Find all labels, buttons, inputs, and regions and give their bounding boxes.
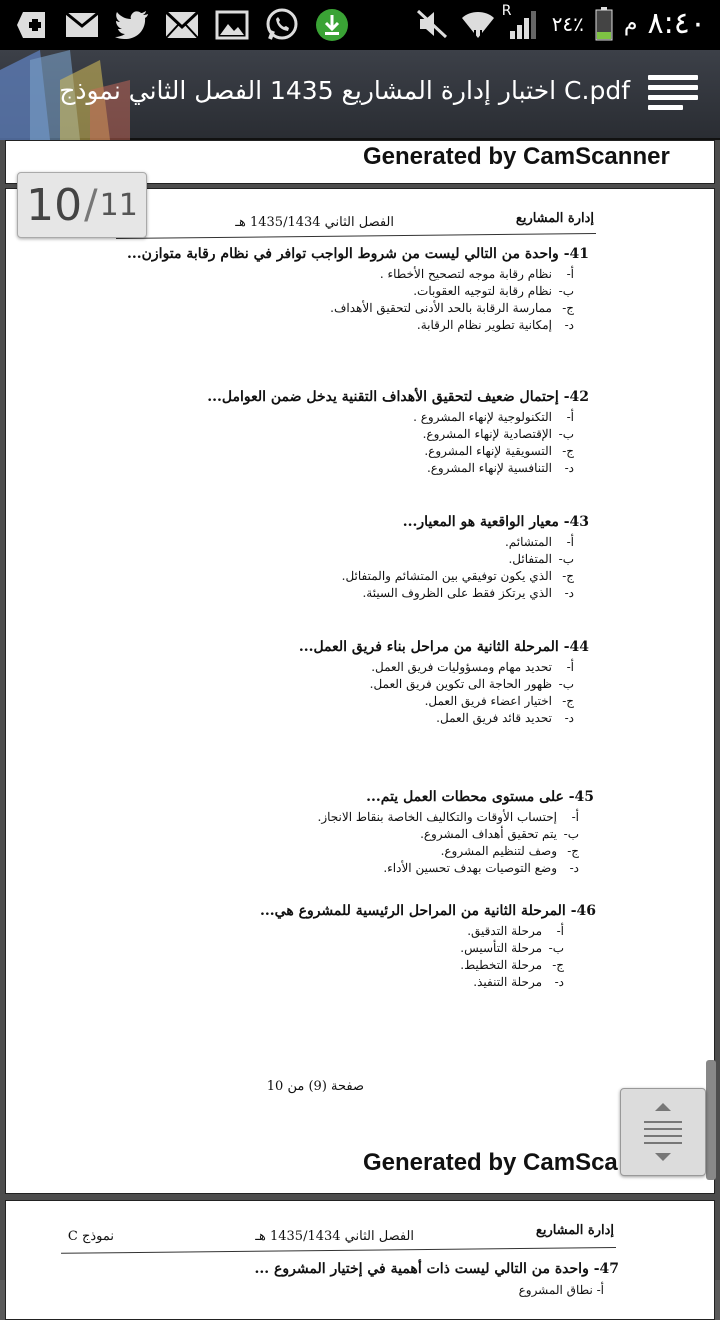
page-indicator (17, 172, 147, 238)
mute-icon (414, 7, 450, 41)
answer-option[interactable]: ج-اختيار اعضاء فريق العمل. (424, 694, 574, 708)
answer-option[interactable]: ب-يتم تحقيق أهداف المشروع. (420, 827, 579, 841)
answer-option[interactable]: ج-وصف لتنظيم المشروع. (440, 844, 579, 858)
answer-option[interactable]: ب-نظام رقابة لتوجيه العقوبات. (413, 284, 574, 298)
wifi-icon (460, 7, 496, 41)
scrollbar-thumb[interactable] (706, 1060, 716, 1180)
header-subject: إدارة المشاريع (515, 211, 594, 226)
gallery-icon (214, 8, 250, 42)
download-icon (314, 8, 350, 42)
current-page (5, 188, 715, 1194)
message-icon (164, 8, 200, 42)
answer-option[interactable]: ج-مرحلة التخطيط. (460, 958, 564, 972)
roaming-label: R (501, 2, 512, 19)
plus-badge-icon (14, 8, 50, 42)
answer-option[interactable]: د-إمكانية تطوير نظام الرقابة. (416, 318, 574, 332)
answer-option[interactable]: ب-الإقتصادية لإنهاء المشروع. (422, 427, 574, 441)
question-title: 47- واحدة من التالي ليست ذات أهمية في إختيار المشروع ... (254, 1261, 619, 1277)
page-number-footer: صفحة (9) من 10 (266, 1079, 364, 1094)
question-title: 42- إحتمال ضعيف لتحقيق الأهداف التقنية يدخل ضمن العوامل... (207, 389, 589, 405)
scroll-handle-icon (638, 1097, 688, 1167)
menu-button[interactable] (648, 70, 698, 120)
page-separator: / (84, 182, 98, 228)
camscanner-footer: Generated by CamScanner (363, 143, 670, 170)
header-model: نموذج C (67, 1229, 114, 1244)
question-title: 46- المرحلة الثانية من المراحل الرئيسية للمشروع هي... (260, 903, 596, 919)
system-status (414, 2, 706, 41)
answer-option[interactable]: أ-مرحلة التدقيق. (467, 924, 564, 938)
header-divider (61, 1247, 616, 1254)
ampm-label: م (623, 11, 638, 36)
battery-percent: ٢٤٪ (551, 11, 584, 36)
answer-option[interactable]: د-مرحلة التنفيذ. (473, 975, 564, 989)
answer-option[interactable]: ج-ممارسة الرقابة بالحد الأدنى لتحقيق الأهداف. (330, 301, 574, 315)
answer-option[interactable]: أ-نظام رقابة موجه لتصحيح الأخطاء . (379, 267, 574, 281)
pdf-viewer[interactable] (0, 140, 720, 1297)
answer-option[interactable]: أ-المتشائم. (504, 535, 574, 549)
answer-option[interactable]: أ-إحتساب الأوقات والتكاليف الخاصة بنقاط الانجاز. (317, 810, 579, 824)
total-pages: 11 (99, 187, 138, 223)
answer-option[interactable]: د-وضع التوصيات بهدف تحسين الأداء. (383, 861, 579, 875)
camscanner-footer: Generated by CamSca (363, 1149, 618, 1176)
status-bar (0, 0, 720, 50)
header-divider (116, 233, 596, 239)
answer-option[interactable]: د-التنافسية لإنهاء المشروع. (426, 461, 574, 475)
answer-option[interactable]: أ- نطاق المشروع (518, 1283, 604, 1297)
header-term: الفصل الثاني 1435/1434 هـ (235, 215, 394, 230)
signal-icon (501, 2, 542, 41)
answer-option[interactable]: أ-تحديد مهام ومسؤوليات فريق العمل. (371, 660, 574, 674)
answer-option[interactable]: د-الذي يرتكز فقط على الظروف السيئة. (362, 586, 574, 600)
answer-option[interactable]: ج-الذي يكون توفيقي بين المتشائم والمتفائل. (341, 569, 574, 583)
notification-icons (14, 8, 350, 42)
twitter-icon (114, 8, 150, 42)
battery-icon (594, 7, 614, 41)
next-page (5, 1200, 715, 1320)
answer-option[interactable]: ج-التسويقية لإنهاء المشروع. (424, 444, 574, 458)
answer-option[interactable]: ب-المتفائل. (508, 552, 574, 566)
question-title: 44- المرحلة الثانية من مراحل بناء فريق العمل... (298, 639, 589, 655)
app-bar (0, 50, 720, 140)
document-title: اختبار إدارة المشاريع 1435 الفصل الثاني نموذج C.pdf (59, 76, 630, 105)
email-icon (64, 8, 100, 42)
answer-option[interactable]: ب-مرحلة التأسيس. (460, 941, 564, 955)
header-term: الفصل الثاني 1435/1434 هـ (255, 1229, 414, 1244)
clock: ٨:٤٠ (647, 6, 706, 41)
answer-option[interactable]: ب-ظهور الحاجة الى تكوين فريق العمل. (369, 677, 574, 691)
question-title: 45- على مستوى محطات العمل يتم... (366, 789, 594, 805)
fast-scroll-button[interactable] (620, 1088, 706, 1176)
answer-option[interactable]: أ-التكنولوجية لإنهاء المشروع . (413, 410, 574, 424)
question-title: 43- معيار الواقعية هو المعيار... (402, 514, 589, 530)
header-subject: إدارة المشاريع (535, 1223, 614, 1238)
question-title: 41- واحدة من التالي ليست من شروط الواجب توافر في نظام رقابة متوازن... (127, 246, 589, 262)
current-page-number: 10 (26, 179, 83, 231)
answer-option[interactable]: د-تحديد قائد فريق العمل. (436, 711, 574, 725)
whatsapp-icon (264, 8, 300, 42)
